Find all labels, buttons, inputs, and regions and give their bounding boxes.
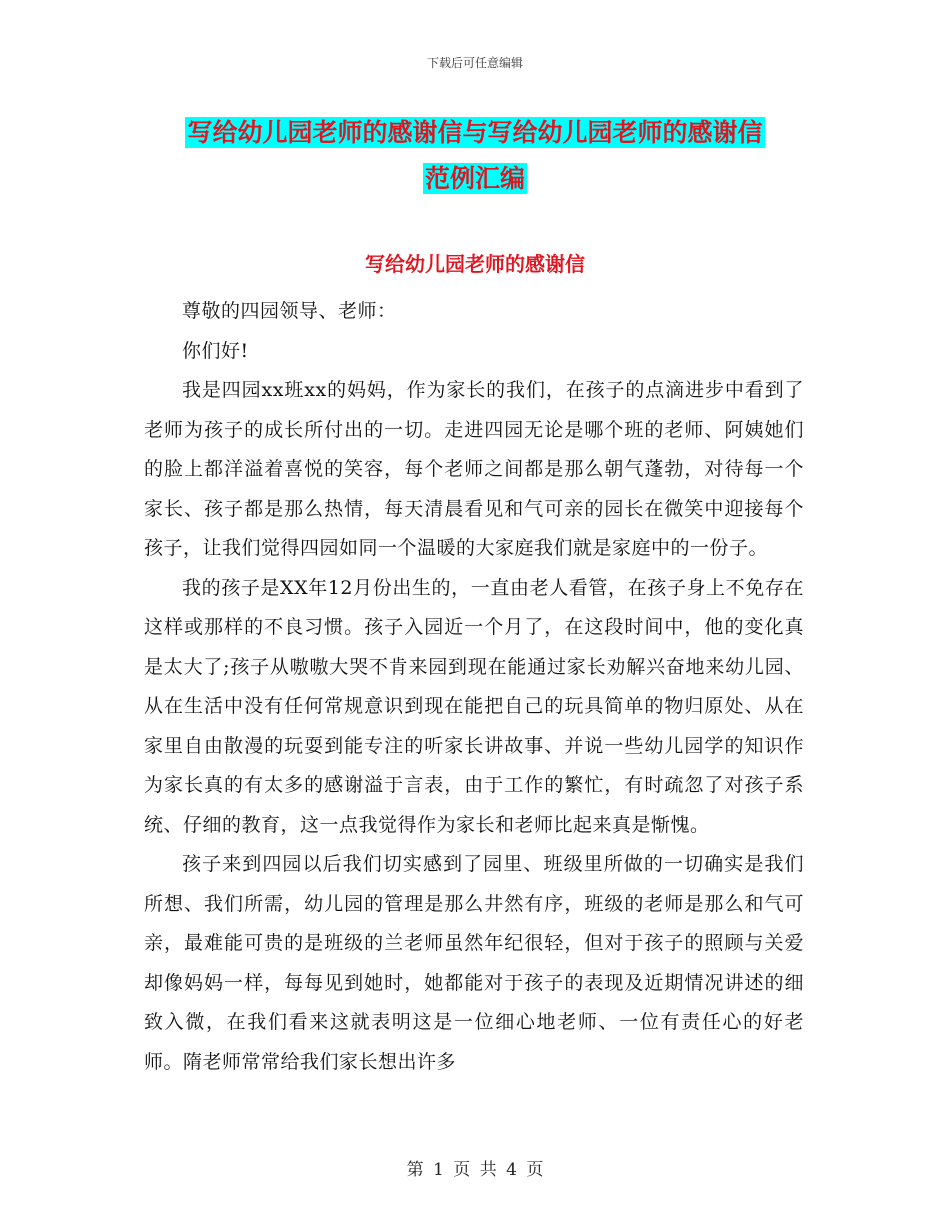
greeting: 你们好! xyxy=(182,339,249,362)
paragraph-1: 我是四园xx班xx的妈妈，作为家长的我们，在孩子的点滴进步中看到了老师为孩子的成长所付出的一切。走进四园无论是哪个班的老师、阿姨她们的脸上都洋溢着喜悦的笑容，每个老师之间都是那么朝气蓬勃，对待每一个家长、孩子都是那么热情，每天清晨看见和气可亲的园长在微笑中迎接每个孩子，让我们觉得四园如同一个温暖的大家庭我们就是家庭中的一份子。 xyxy=(144,379,804,559)
title-line-1: 写给幼儿园老师的感谢信与写给幼儿园老师的感谢信 xyxy=(187,118,763,147)
page-number: 第 1 页 共 4 页 xyxy=(406,1160,544,1180)
page-header-note: 下载后可任意编辑 xyxy=(426,56,523,70)
letter-body xyxy=(144,292,804,1082)
section-title: 写给幼儿园老师的感谢信 xyxy=(365,252,585,276)
salutation: 尊敬的四园领导、老师： xyxy=(182,300,397,322)
paragraph-2: 我的孩子是XX年12月份出生的，一直由老人看管，在孩子身上不免存在这样或那样的不良习惯。孩子入园近一个月了，在这段时间中，他的变化真是太大了;孩子从嗷嗷大哭不肯来园到现在能通过家长劝解兴奋地来幼儿园、从在生活中没有任何常规意识到现在能把自己的玩具简单的物归原处、从在家里自由散漫的玩耍到能专注的听家长讲故事、并说一些幼儿园学的知识作为家长真的有太多的感谢溢于言表，由于工作的繁忙，有时疏忽了对孩子系统、仔细的教育，这一点我觉得作为家长和老师比起来真是惭愧。 xyxy=(144,576,804,836)
title-line-2: 范例汇编 xyxy=(424,164,525,193)
paragraph-3: 孩子来到四园以后我们切实感到了园里、班级里所做的一切确实是我们所想、我们所需，幼儿园的管理是那么井然有序，班级的老师是那么和气可亲，最难能可贵的是班级的兰老师虽然年纪很轻，但对于孩子的照顾与关爱却像妈妈一样，每每见到她时，她都能对于孩子的表现及近期情况讲述的细致入微，在我们看来这就表明这是一位细心地老师、一位有责任心的好老师。隋老师常常给我们家长想出许多 xyxy=(144,853,804,1073)
document-title xyxy=(0,110,950,202)
